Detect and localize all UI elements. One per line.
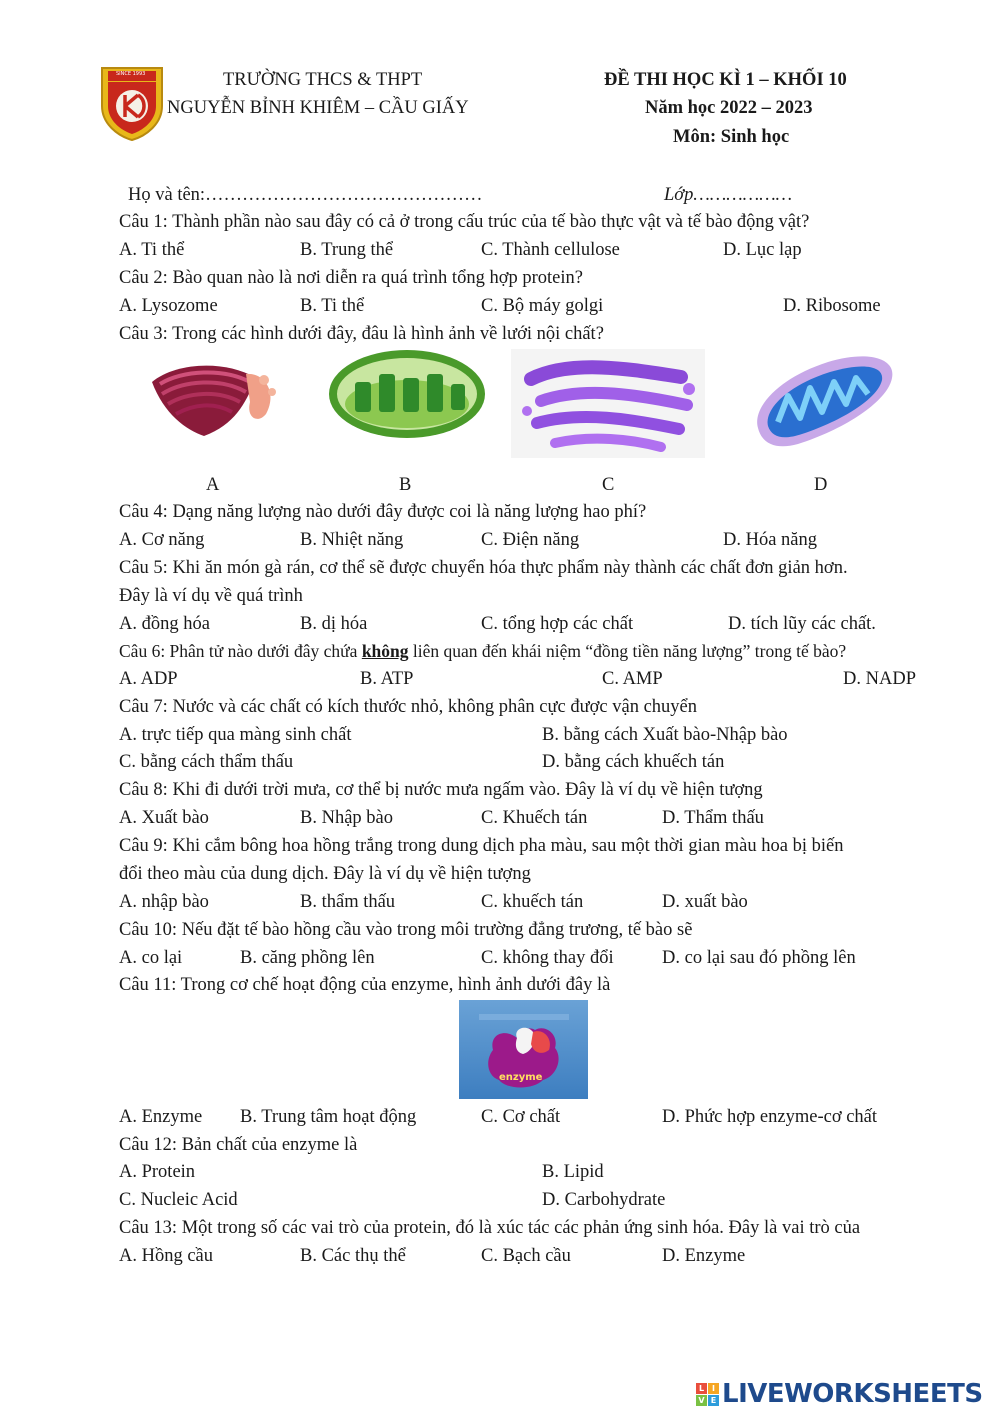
mitochondrion-image[interactable] bbox=[748, 348, 898, 454]
q11-option-b[interactable]: B. Trung tâm hoạt động bbox=[240, 1107, 417, 1127]
q2-option-d[interactable]: D. Ribosome bbox=[783, 296, 881, 316]
enzyme-image bbox=[459, 1000, 588, 1099]
question-6-emphasis: không bbox=[361, 641, 409, 661]
liveworksheets-logo[interactable] bbox=[696, 1378, 983, 1410]
q2-option-b[interactable]: B. Ti thể bbox=[300, 296, 365, 316]
q1-option-c[interactable]: C. Thành cellulose bbox=[481, 240, 620, 260]
question-9-line2: đổi theo màu của dung dịch. Đây là ví dụ về hiện tượng bbox=[119, 864, 531, 884]
question-3: Câu 3: Trong các hình dưới đây, đâu là hình ảnh về lưới nội chất? bbox=[119, 324, 604, 344]
q4-option-d[interactable]: D. Hóa năng bbox=[723, 530, 818, 550]
question-6-text-after: liên quan đến khái niệm “đồng tiền năng lượng” trong tế bào? bbox=[408, 641, 847, 661]
q7-option-b[interactable]: B. bằng cách Xuất bào-Nhập bào bbox=[542, 725, 788, 745]
q9-option-d[interactable]: D. xuất bào bbox=[662, 892, 748, 912]
question-6-text-before: Câu 6: Phân tử nào dưới đây chứa bbox=[119, 641, 362, 661]
q11-option-c[interactable]: C. Cơ chất bbox=[481, 1107, 561, 1127]
q7-option-c[interactable]: C. bằng cách thẩm thấu bbox=[119, 752, 294, 772]
q9-option-b[interactable]: B. thẩm thấu bbox=[300, 892, 396, 912]
q5-option-c[interactable]: C. tổng hợp các chất bbox=[481, 614, 634, 634]
question-1: Câu 1: Thành phần nào sau đây có cả ở trong cấu trúc của tế bào thực vật và tế bào động vật? bbox=[119, 212, 810, 232]
student-name-field[interactable]: Họ và tên:……………………………………… bbox=[128, 185, 483, 205]
question-5-line2: Đây là ví dụ về quá trình bbox=[119, 586, 303, 606]
q9-option-a[interactable]: A. nhập bào bbox=[119, 892, 209, 912]
question-9-line1: Câu 9: Khi cắm bông hoa hồng trắng trong dung dịch pha màu, sau một thời gian màu hoa bị biến bbox=[119, 836, 844, 856]
subject: Môn: Sinh học bbox=[673, 127, 790, 147]
lw-icon-v: V bbox=[696, 1395, 707, 1406]
lw-icon-e: E bbox=[708, 1395, 719, 1406]
q2-option-a[interactable]: A. Lysozome bbox=[119, 296, 218, 316]
q2-option-c[interactable]: C. Bộ máy golgi bbox=[481, 296, 604, 316]
chloroplast-image[interactable] bbox=[327, 348, 487, 440]
q6-option-a[interactable]: A. ADP bbox=[119, 669, 178, 689]
q6-option-d[interactable]: D. NADP bbox=[843, 669, 916, 689]
q1-option-a[interactable]: A. Ti thể bbox=[119, 240, 185, 260]
lw-icon-i: I bbox=[708, 1383, 719, 1394]
q11-option-a[interactable]: A. Enzyme bbox=[119, 1107, 203, 1127]
q7-option-a[interactable]: A. trực tiếp qua màng sinh chất bbox=[119, 725, 352, 745]
q8-option-c[interactable]: C. Khuếch tán bbox=[481, 808, 588, 828]
question-4: Câu 4: Dạng năng lượng nào dưới đây được coi là năng lượng hao phí? bbox=[119, 502, 647, 522]
q12-option-b[interactable]: B. Lipid bbox=[542, 1162, 604, 1182]
q5-option-d[interactable]: D. tích lũy các chất. bbox=[728, 614, 876, 634]
question-10: Câu 10: Nếu đặt tế bào hồng cầu vào trong môi trường đẳng trương, tế bào sẽ bbox=[119, 920, 693, 940]
q5-option-a[interactable]: A. đồng hóa bbox=[119, 614, 210, 634]
enzyme-image-label: enzyme bbox=[499, 1072, 543, 1083]
q8-option-a[interactable]: A. Xuất bào bbox=[119, 808, 209, 828]
q3-option-a[interactable]: A bbox=[206, 475, 220, 495]
q11-option-d[interactable]: D. Phức hợp enzyme-cơ chất bbox=[662, 1107, 878, 1127]
q12-option-c[interactable]: C. Nucleic Acid bbox=[119, 1190, 238, 1210]
q6-option-b[interactable]: B. ATP bbox=[360, 669, 414, 689]
golgi-image[interactable] bbox=[146, 352, 278, 438]
q10-option-a[interactable]: A. co lại bbox=[119, 948, 183, 968]
student-class-field[interactable]: Lớp……………… bbox=[664, 185, 793, 205]
question-5-line1: Câu 5: Khi ăn món gà rán, cơ thể sẽ được chuyển hóa thực phẩm này thành các chất đơn giản hơn. bbox=[119, 558, 848, 578]
lw-icon-l: L bbox=[696, 1383, 707, 1394]
q12-option-a[interactable]: A. Protein bbox=[119, 1162, 196, 1182]
question-12: Câu 12: Bản chất của enzyme là bbox=[119, 1135, 358, 1155]
question-8: Câu 8: Khi đi dưới trời mưa, cơ thể bị nước mưa ngấm vào. Đây là ví dụ về hiện tượng bbox=[119, 780, 763, 800]
logo-since-text: SINCE 1993 bbox=[116, 71, 146, 77]
exam-title: ĐỀ THI HỌC KÌ 1 – KHỐI 10 bbox=[604, 70, 847, 90]
q13-option-a[interactable]: A. Hồng cầu bbox=[119, 1246, 214, 1266]
q4-option-c[interactable]: C. Điện năng bbox=[481, 530, 580, 550]
question-7: Câu 7: Nước và các chất có kích thước nhỏ, không phân cực được vận chuyển bbox=[119, 697, 698, 717]
q4-option-b[interactable]: B. Nhiệt năng bbox=[300, 530, 404, 550]
question-11: Câu 11: Trong cơ chế hoạt động của enzyme, hình ảnh dưới đây là bbox=[119, 975, 611, 995]
q6-option-c[interactable]: C. AMP bbox=[602, 669, 663, 689]
q3-option-c[interactable]: C bbox=[602, 475, 615, 495]
q13-option-b[interactable]: B. Các thụ thể bbox=[300, 1246, 406, 1266]
q4-option-a[interactable]: A. Cơ năng bbox=[119, 530, 205, 550]
question-13: Câu 13: Một trong số các vai trò của protein, đó là xúc tác các phản ứng sinh hóa. Đây là vai trò của bbox=[119, 1218, 861, 1238]
q10-option-b[interactable]: B. căng phồng lên bbox=[240, 948, 375, 968]
q13-option-d[interactable]: D. Enzyme bbox=[662, 1246, 746, 1266]
endoplasmic-reticulum-image[interactable] bbox=[511, 349, 705, 458]
q1-option-b[interactable]: B. Trung thể bbox=[300, 240, 394, 260]
q8-option-b[interactable]: B. Nhập bào bbox=[300, 808, 393, 828]
liveworksheets-brand: LIVEWORKSHEETS bbox=[722, 1379, 983, 1409]
question-2: Câu 2: Bào quan nào là nơi diễn ra quá trình tổng hợp protein? bbox=[119, 268, 583, 288]
school-year: Năm học 2022 – 2023 bbox=[645, 98, 813, 118]
liveworksheets-icon bbox=[696, 1383, 719, 1406]
q7-option-d[interactable]: D. bằng cách khuếch tán bbox=[542, 752, 725, 772]
q3-option-b[interactable]: B bbox=[399, 475, 412, 495]
school-name-line1: TRƯỜNG THCS & THPT bbox=[223, 70, 423, 90]
question-6 bbox=[119, 637, 846, 665]
q13-option-c[interactable]: C. Bạch cầu bbox=[481, 1246, 571, 1266]
q1-option-d[interactable]: D. Lục lạp bbox=[723, 240, 802, 260]
q5-option-b[interactable]: B. dị hóa bbox=[300, 614, 368, 634]
q8-option-d[interactable]: D. Thẩm thấu bbox=[662, 808, 764, 828]
q10-option-c[interactable]: C. không thay đổi bbox=[481, 948, 614, 968]
q10-option-d[interactable]: D. co lại sau đó phồng lên bbox=[662, 948, 856, 968]
q9-option-c[interactable]: C. khuếch tán bbox=[481, 892, 584, 912]
school-logo bbox=[100, 66, 164, 142]
school-name-line2: NGUYỄN BỈNH KHIÊM – CẦU GIẤY bbox=[167, 98, 469, 118]
q12-option-d[interactable]: D. Carbohydrate bbox=[542, 1190, 666, 1210]
q3-option-d[interactable]: D bbox=[814, 475, 828, 495]
